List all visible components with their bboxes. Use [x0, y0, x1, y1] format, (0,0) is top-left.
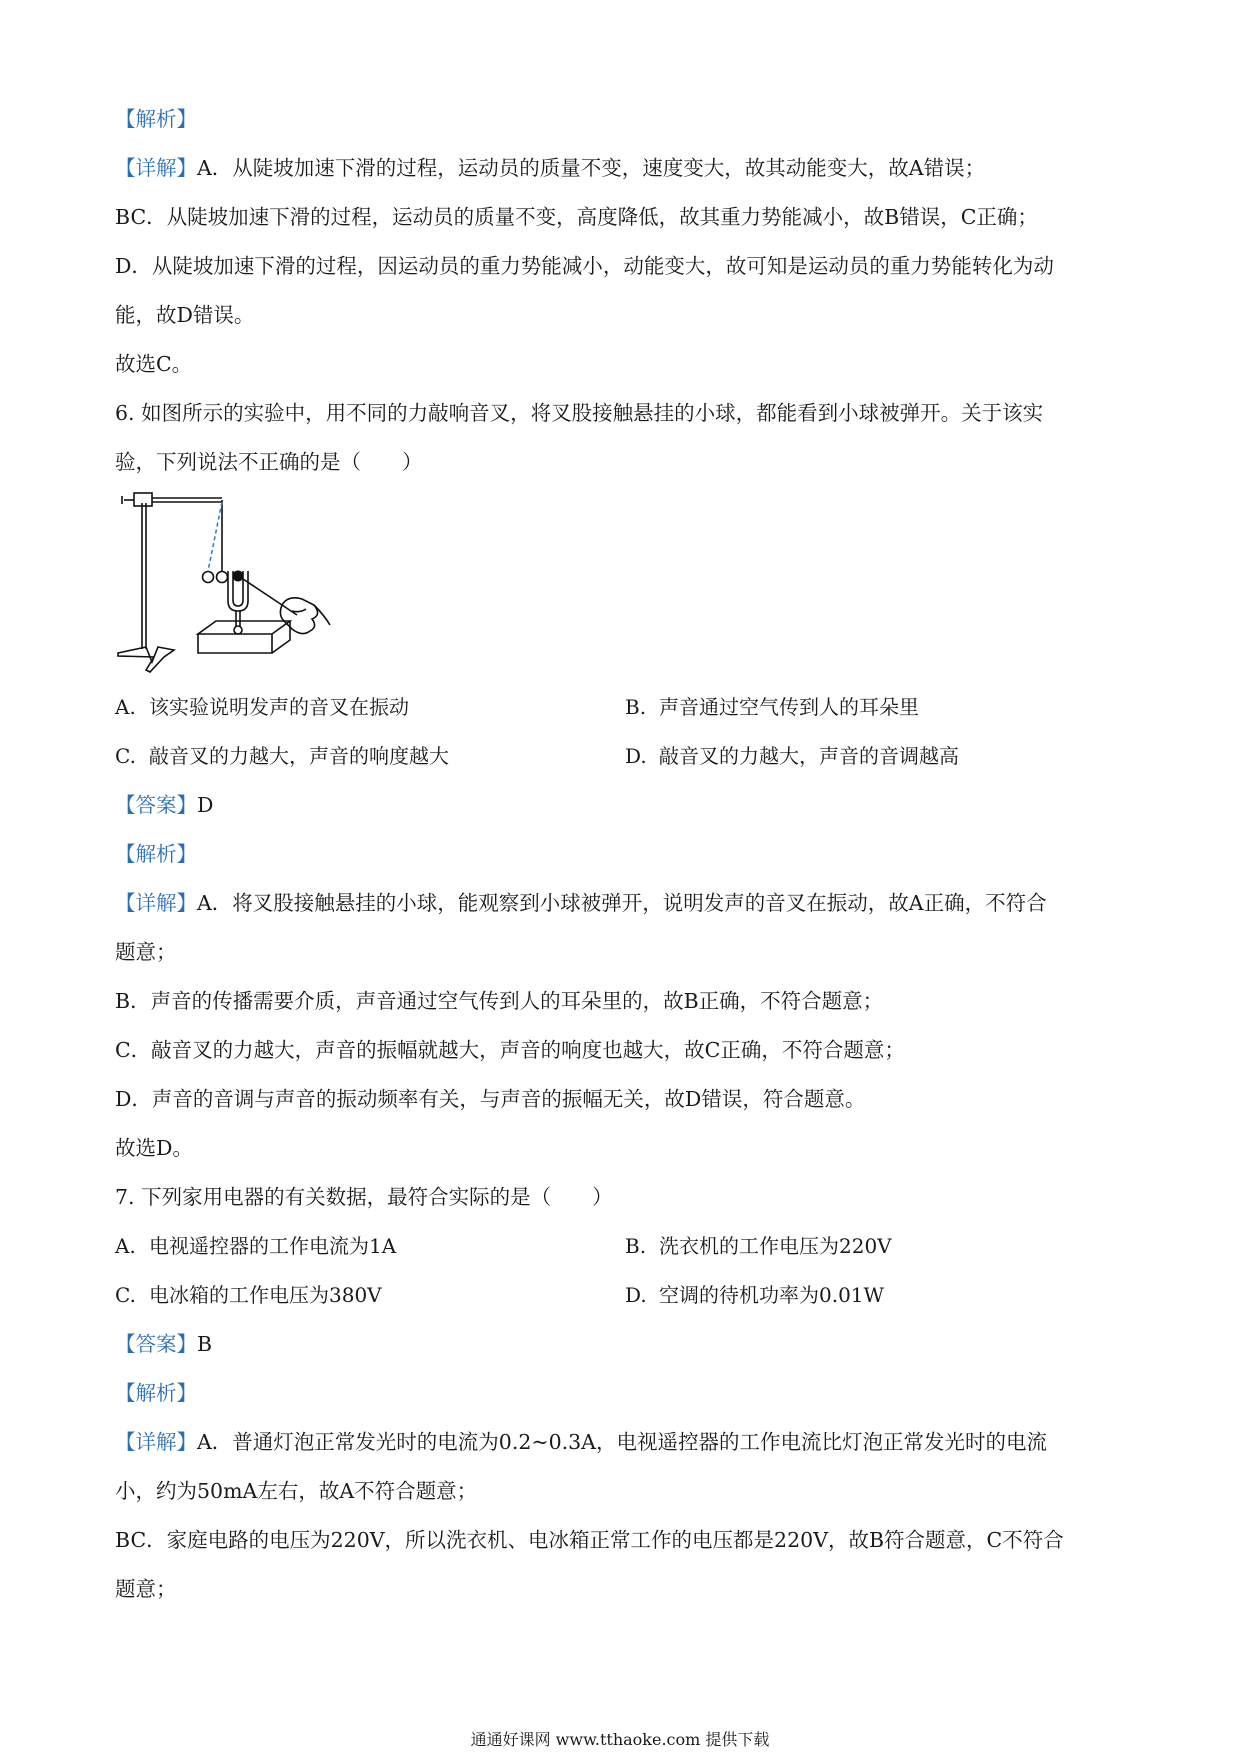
q7-option-a-label: A. — [115, 1234, 136, 1258]
q6-option-a — [115, 692, 409, 722]
q6-stem-2: 验，下列说法不正确的是（ ） — [115, 450, 423, 474]
q7-answer-value: B — [197, 1332, 213, 1356]
q7-option-b-label: B. — [625, 1234, 647, 1258]
q7-option-d-label: D. — [625, 1283, 647, 1307]
page-footer: 通通好课网 www.tthaoke.com 提供下载 — [470, 1730, 770, 1749]
q6-detail-a-2: 题意； — [115, 940, 177, 964]
q7-option-b — [625, 1231, 892, 1261]
q5-choice: 故选C。 — [115, 352, 193, 376]
tuning-fork-experiment-figure — [112, 487, 357, 677]
q6-detail-b: B．声音的传播需要介质，声音通过空气传到人的耳朵里的，故B正确，不符合题意； — [115, 989, 884, 1013]
q5-analysis-tag: 【解析】 — [115, 107, 197, 131]
q7-option-d — [625, 1280, 884, 1310]
q6-detail-tag: 【详解】 — [115, 891, 197, 915]
q7-option-c — [115, 1280, 382, 1310]
q6-answer-tag: 【答案】 — [115, 793, 197, 817]
q7-answer-tag: 【答案】 — [115, 1332, 197, 1356]
q6-choice: 故选D。 — [115, 1136, 193, 1160]
q7-detail-bc-2: 题意； — [115, 1577, 177, 1601]
q5-detail-d-1: D．从陡坡加速下滑的过程，因运动员的重力势能减小，动能变大，故可知是运动员的重力势能转化为动 — [115, 254, 1054, 278]
q6-option-c-label: C. — [115, 744, 136, 768]
q7-detail-a-1-text: A．普通灯泡正常发光时的电流为0.2~0.3A，电视遥控器的工作电流比灯泡正常发光时的电流 — [197, 1430, 1047, 1454]
q5-detail-d-2: 能，故D错误。 — [115, 303, 255, 327]
q6-option-a-label: A. — [115, 695, 136, 719]
q6-option-d — [625, 741, 959, 771]
q7-option-d-text: 空调的待机功率为0.01W — [659, 1283, 885, 1307]
q7-option-c-label: C. — [115, 1283, 136, 1307]
q6-option-d-label: D. — [625, 744, 647, 768]
q6-detail-d: D．声音的音调与声音的振动频率有关，与声音的振幅无关，故D错误，符合题意。 — [115, 1087, 866, 1111]
q6-option-b-text: 声音通过空气传到人的耳朵里 — [659, 695, 919, 719]
q7-option-c-text: 电冰箱的工作电压为380V — [149, 1283, 382, 1307]
q7-answer — [115, 1329, 212, 1359]
q6-option-a-text: 该实验说明发声的音叉在振动 — [149, 695, 409, 719]
q5-detail-tag: 【详解】 — [115, 156, 197, 180]
q6-option-d-text: 敲音叉的力越大，声音的音调越高 — [659, 744, 959, 768]
q6-option-c-text: 敲音叉的力越大，声音的响度越大 — [149, 744, 449, 768]
q7-option-b-text: 洗衣机的工作电压为220V — [659, 1234, 892, 1258]
q7-detail-a-2: 小，约为50mA左右，故A不符合题意； — [115, 1479, 478, 1503]
q6-option-b-label: B. — [625, 695, 647, 719]
q6-option-b — [625, 692, 919, 722]
q7-detail-bc-1: BC．家庭电路的电压为220V，所以洗衣机、电冰箱正常工作的电压都是220V，故B符合题意，C不符合 — [115, 1528, 1064, 1552]
q6-answer — [115, 790, 213, 820]
q6-stem-1: 6. 如图所示的实验中，用不同的力敲响音叉，将叉股接触悬挂的小球，都能看到小球被弹开。关于该实 — [115, 401, 1044, 425]
q6-analysis-tag: 【解析】 — [115, 842, 197, 866]
q5-detail-a-text: A．从陡坡加速下滑的过程，运动员的质量不变，速度变大，故其动能变大，故A错误； — [197, 156, 986, 180]
q7-detail-a-1 — [115, 1427, 1047, 1457]
q7-stem: 7. 下列家用电器的有关数据，最符合实际的是（ ） — [115, 1185, 613, 1209]
q6-detail-a-1-text: A．将叉股接触悬挂的小球，能观察到小球被弹开，说明发声的音叉在振动，故A正确，不符合 — [197, 891, 1047, 915]
q6-answer-value: D — [197, 793, 214, 817]
q7-option-a — [115, 1231, 396, 1261]
q7-detail-tag: 【详解】 — [115, 1430, 197, 1454]
q7-analysis-tag: 【解析】 — [115, 1381, 197, 1405]
q7-option-a-text: 电视遥控器的工作电流为1A — [149, 1234, 397, 1258]
q6-detail-c: C．敲音叉的力越大，声音的振幅就越大，声音的响度也越大，故C正确，不符合题意； — [115, 1038, 905, 1062]
q5-detail-bc: BC．从陡坡加速下滑的过程，运动员的质量不变，高度降低，故其重力势能减小，故B错误，C正确； — [115, 205, 1038, 229]
q6-detail-a-1 — [115, 888, 1047, 918]
q6-option-c — [115, 741, 449, 771]
q5-detail-a — [115, 153, 985, 183]
